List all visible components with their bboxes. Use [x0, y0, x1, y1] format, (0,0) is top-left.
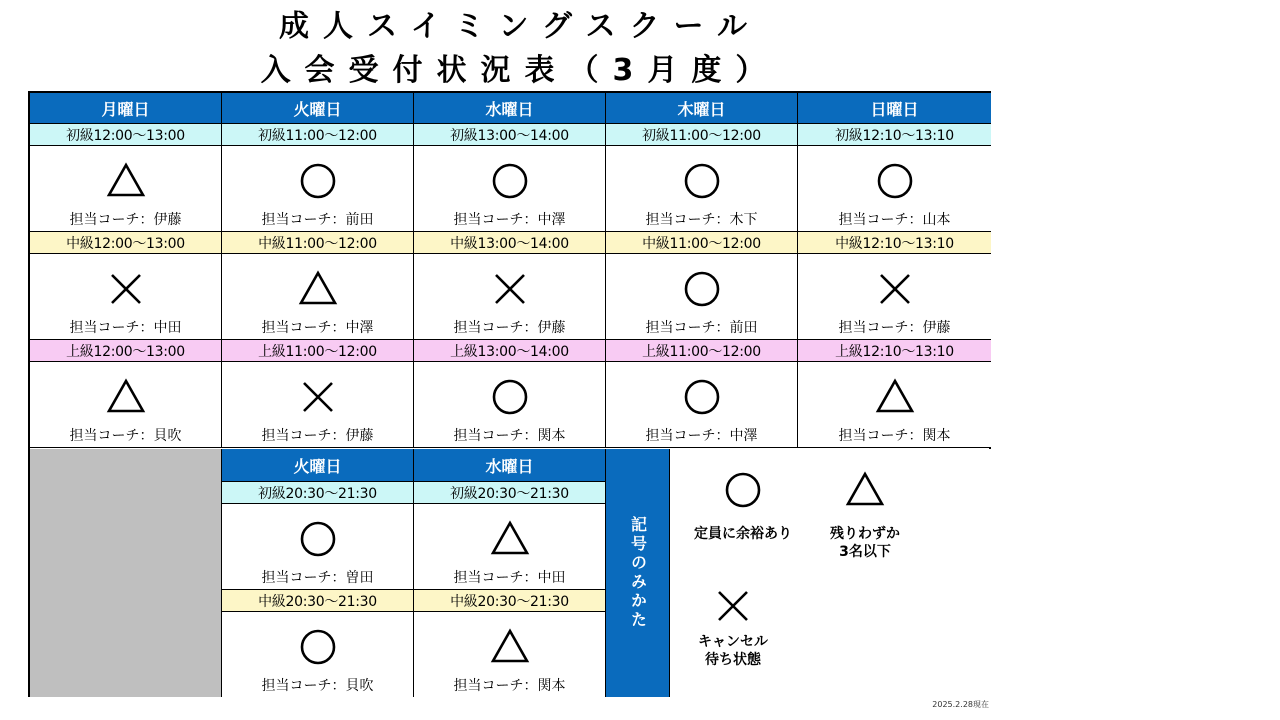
status-symbol [414, 626, 605, 668]
evening-day-header-tue: 火曜日 [222, 449, 414, 482]
time-slot-wed-intermediate: 中級13:00～14:00 [414, 232, 606, 254]
circle-symbol-icon [723, 470, 763, 510]
legend-heading [606, 449, 670, 697]
coach-name: 担当コーチ：伊藤 [261, 428, 374, 444]
legend-label-cross: キャンセル 待ち状態 [698, 634, 768, 668]
status-symbol [30, 268, 221, 310]
evening-time-slot-wed-intermediate: 中級20:30～21:30 [414, 590, 606, 612]
coach-name: 担当コーチ：貝吹 [261, 678, 374, 694]
triangle-symbol-icon [490, 519, 530, 559]
evening-slot-cell-wed-intermediate [414, 612, 606, 697]
cross-symbol-icon [875, 269, 915, 309]
legend-item-circle [678, 469, 808, 543]
status-symbol [30, 376, 221, 418]
time-slot-sun-advanced: 上級12:10～13:10 [798, 340, 991, 362]
day-header-sun: 日曜日 [798, 93, 991, 124]
status-symbol [30, 160, 221, 202]
triangle-symbol-icon [106, 161, 146, 201]
circle-symbol-icon [682, 161, 722, 201]
triangle-symbol-icon [490, 627, 530, 667]
status-symbol [606, 268, 797, 310]
circle-symbol-icon [298, 161, 338, 201]
circle-symbol-icon [875, 161, 915, 201]
cross-symbol-icon [298, 377, 338, 417]
slot-cell-tue-intermediate [222, 254, 414, 340]
cross-symbol-icon [490, 269, 530, 309]
page-subtitle: 入会受付状況表（3月度） [260, 53, 780, 88]
time-slot-sun-intermediate: 中級12:10～13:10 [798, 232, 991, 254]
coach-name: 担当コーチ：前田 [645, 320, 758, 336]
triangle-symbol-icon [875, 377, 915, 417]
status-symbol [222, 160, 413, 202]
status-symbol [222, 268, 413, 310]
legend-label-triangle: 残りわずか 3名以下 [830, 526, 900, 560]
circle-symbol-icon [490, 161, 530, 201]
time-slot-mon-intermediate: 中級12:00～13:00 [30, 232, 222, 254]
coach-name: 担当コーチ：中澤 [453, 212, 566, 228]
coach-name: 担当コーチ：前田 [261, 212, 374, 228]
slot-cell-tue-beginner [222, 146, 414, 232]
evening-time-slot-tue-beginner: 初級20:30～21:30 [222, 482, 414, 504]
time-slot-thu-advanced: 上級11:00～12:00 [606, 340, 798, 362]
triangle-symbol-icon [298, 269, 338, 309]
day-header-wed: 水曜日 [414, 93, 606, 124]
time-slot-thu-beginner: 初級11:00～12:00 [606, 124, 798, 146]
time-slot-tue-beginner: 初級11:00～12:00 [222, 124, 414, 146]
time-slot-tue-advanced: 上級11:00～12:00 [222, 340, 414, 362]
slot-cell-wed-beginner [414, 146, 606, 232]
slot-cell-thu-beginner [606, 146, 798, 232]
time-slot-sun-beginner: 初級12:10～13:10 [798, 124, 991, 146]
circle-symbol-icon [298, 519, 338, 559]
time-slot-tue-intermediate: 中級11:00～12:00 [222, 232, 414, 254]
slot-cell-mon-intermediate [30, 254, 222, 340]
evening-time-slot-tue-intermediate: 中級20:30～21:30 [222, 590, 414, 612]
time-slot-wed-advanced: 上級13:00～14:00 [414, 340, 606, 362]
coach-name: 担当コーチ：木下 [645, 212, 758, 228]
status-symbol [414, 268, 605, 310]
time-slot-thu-intermediate: 中級11:00～12:00 [606, 232, 798, 254]
coach-name: 担当コーチ：関本 [453, 678, 566, 694]
empty-block [30, 449, 222, 697]
legend-heading-text: 記号のみかた [628, 516, 648, 630]
coach-name: 担当コーチ：中田 [69, 320, 182, 336]
day-header-mon: 月曜日 [30, 93, 222, 124]
circle-symbol-icon [682, 377, 722, 417]
legend-box [670, 449, 991, 697]
coach-name: 担当コーチ：曽田 [261, 570, 374, 586]
coach-name: 担当コーチ：中澤 [645, 428, 758, 444]
slot-cell-tue-advanced [222, 362, 414, 448]
status-symbol [606, 160, 797, 202]
as-of-date: 2025.2.28現在 [932, 700, 989, 709]
slot-cell-sun-intermediate [798, 254, 991, 340]
coach-name: 担当コーチ：伊藤 [69, 212, 182, 228]
day-header-tue: 火曜日 [222, 93, 414, 124]
slot-cell-wed-advanced [414, 362, 606, 448]
slot-cell-thu-intermediate [606, 254, 798, 340]
status-symbol [222, 376, 413, 418]
schedule-table [28, 91, 991, 697]
coach-name: 担当コーチ：山本 [838, 212, 951, 228]
coach-name: 担当コーチ：中田 [453, 570, 566, 586]
status-symbol [222, 518, 413, 560]
coach-name: 担当コーチ：伊藤 [838, 320, 951, 336]
status-symbol [222, 626, 413, 668]
time-slot-wed-beginner: 初級13:00～14:00 [414, 124, 606, 146]
slot-cell-thu-advanced [606, 362, 798, 448]
coach-name: 担当コーチ：伊藤 [453, 320, 566, 336]
triangle-symbol-icon [845, 470, 885, 510]
page-title: 成人スイミングスクール [279, 9, 761, 44]
slot-cell-mon-beginner [30, 146, 222, 232]
evening-slot-cell-tue-intermediate [222, 612, 414, 697]
status-symbol [606, 376, 797, 418]
coach-name: 担当コーチ：中澤 [261, 320, 374, 336]
circle-symbol-icon [490, 377, 530, 417]
slot-cell-sun-advanced [798, 362, 991, 448]
slot-cell-mon-advanced [30, 362, 222, 448]
triangle-symbol-icon [106, 377, 146, 417]
cross-symbol-icon [713, 586, 753, 626]
status-symbol [798, 376, 991, 418]
evening-time-slot-wed-beginner: 初級20:30～21:30 [414, 482, 606, 504]
status-symbol [414, 376, 605, 418]
evening-day-header-wed: 水曜日 [414, 449, 606, 482]
coach-name: 担当コーチ：貝吹 [69, 428, 182, 444]
coach-name: 担当コーチ：関本 [453, 428, 566, 444]
status-symbol [414, 518, 605, 560]
circle-symbol-icon [682, 269, 722, 309]
legend-item-triangle [810, 469, 920, 561]
slot-cell-sun-beginner [798, 146, 991, 232]
day-header-thu: 木曜日 [606, 93, 798, 124]
legend-item-cross [678, 585, 788, 669]
time-slot-mon-advanced: 上級12:00～13:00 [30, 340, 222, 362]
cross-symbol-icon [106, 269, 146, 309]
coach-name: 担当コーチ：関本 [838, 428, 951, 444]
status-symbol [798, 160, 991, 202]
status-symbol [414, 160, 605, 202]
evening-slot-cell-tue-beginner [222, 504, 414, 590]
legend-label-circle: 定員に余裕あり [694, 526, 792, 542]
evening-slot-cell-wed-beginner [414, 504, 606, 590]
slot-cell-wed-intermediate [414, 254, 606, 340]
circle-symbol-icon [298, 627, 338, 667]
time-slot-mon-beginner: 初級12:00～13:00 [30, 124, 222, 146]
status-symbol [798, 268, 991, 310]
